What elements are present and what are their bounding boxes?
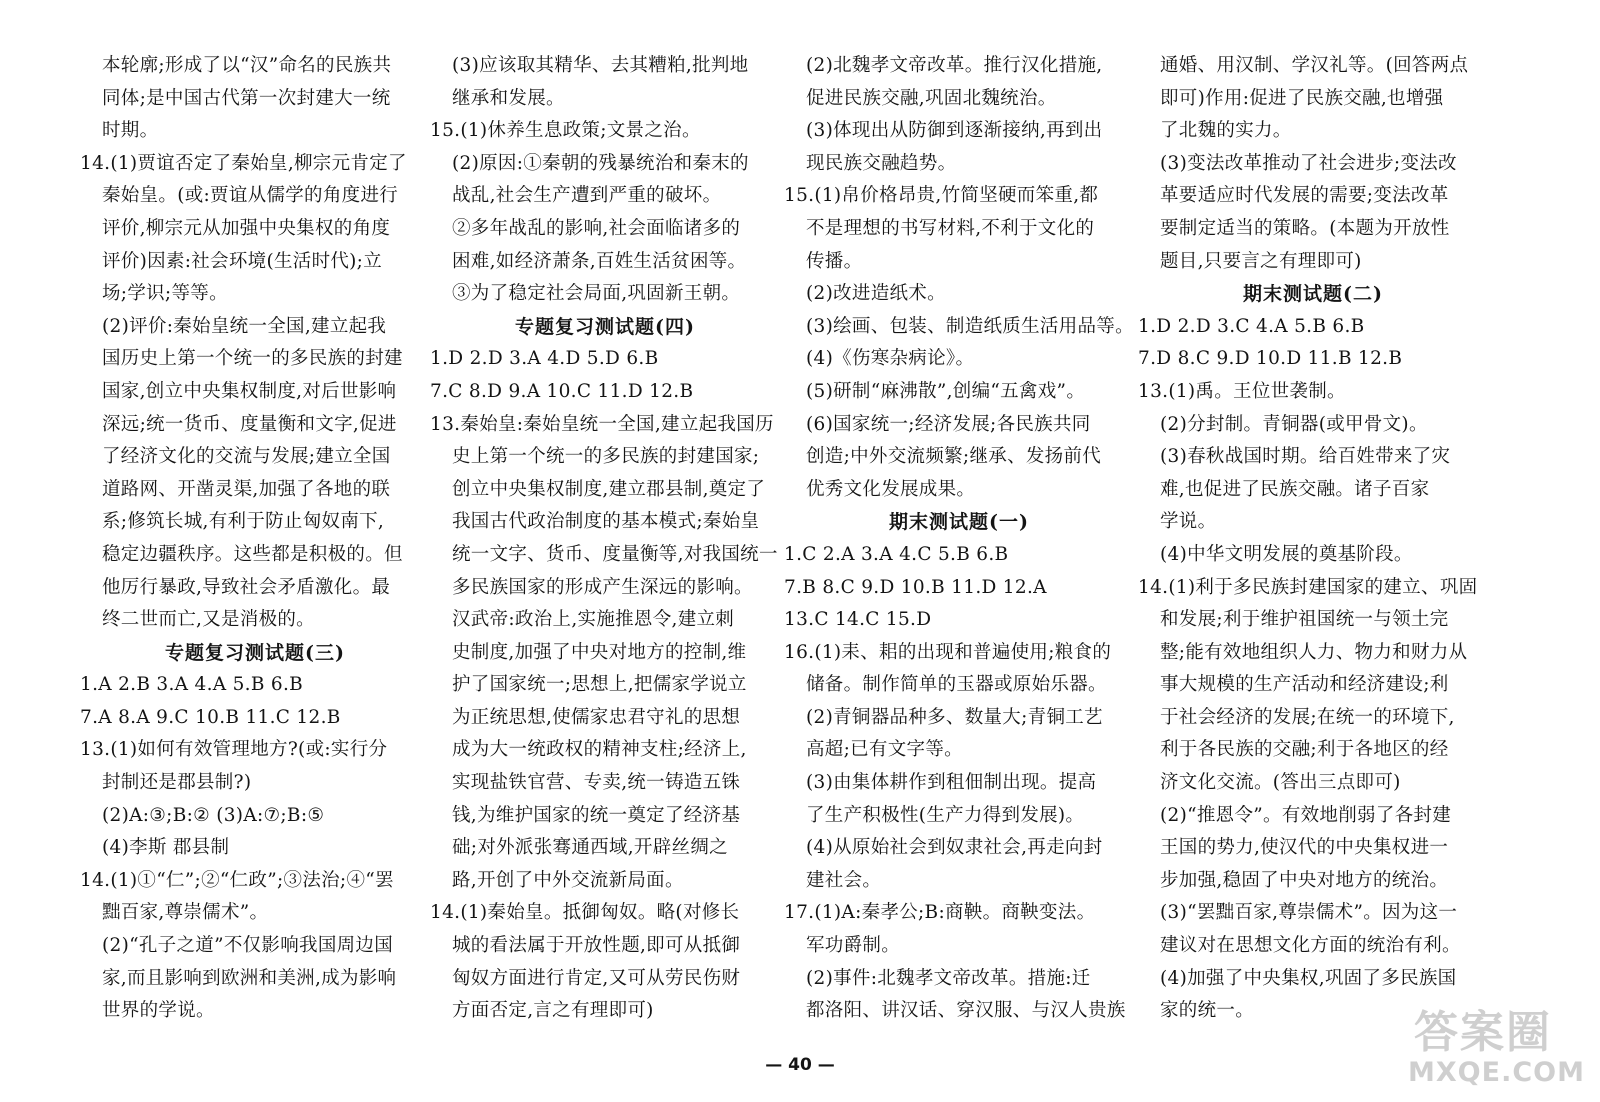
text-line: 我国古代政治制度的基本模式;秦始皇 <box>452 511 760 533</box>
text-line: 路,开创了中外交流新局面。 <box>452 869 684 891</box>
text-line: 7.C 8.D 9.A 10.C 11.D 12.B <box>430 380 694 402</box>
text-column-3 <box>784 50 1134 1028</box>
text-line: (2)评价:秦始皇统一全国,建立起我 <box>102 315 387 337</box>
text-line: 史制度,加强了中央对地方的控制,维 <box>452 641 747 663</box>
section-heading: 专题复习测试题(三) <box>165 641 345 664</box>
text-line: (5)研制“麻沸散”,创编“五禽戏”。 <box>806 380 1086 402</box>
text-line: 世界的学说。 <box>102 1000 215 1022</box>
text-line: 了北魏的实力。 <box>1160 120 1292 142</box>
text-line: 14.(1)利于多民族封建国家的建立、巩固 <box>1138 576 1478 598</box>
text-line: (3)春秋战国时期。给百姓带来了灾 <box>1160 446 1451 468</box>
text-line: 本轮廓;形成了以“汉”命名的民族共 <box>102 55 392 76</box>
text-line: 终二世而亡,又是消极的。 <box>102 609 315 631</box>
text-line: (2)A:③;B:② (3)A:⑦;B:⑤ <box>102 804 325 826</box>
text-line: 优秀文化发展成果。 <box>806 478 976 500</box>
text-line: 统一文字、货币、度量衡等,对我国统一 <box>452 543 778 565</box>
text-line: 步加强,稳固了中央对地方的统治。 <box>1160 869 1449 891</box>
text-line: 革要适应时代发展的需要;变法改革 <box>1160 185 1449 207</box>
text-line: (3)变法改革推动了社会进步;变法改 <box>1160 152 1457 174</box>
text-line: (4)中华文明发展的奠基阶段。 <box>1160 543 1413 565</box>
text-line: 了经济文化的交流与发展;建立全国 <box>102 446 391 468</box>
text-line: 国家,创立中央集权制度,对后世影响 <box>102 380 397 402</box>
text-line: 家的统一。 <box>1160 1000 1255 1022</box>
text-line: 都洛阳、讲汉话、穿汉服、与汉人贵族 <box>806 1000 1126 1022</box>
text-line: 困难,如经济萧条,百姓生活贫困等。 <box>452 250 747 272</box>
text-line: 题目,只要言之有理即可) <box>1160 250 1362 272</box>
text-line: 7.D 8.C 9.D 10.D 11.B 12.B <box>1138 348 1403 370</box>
text-line: (2)“孔子之道”不仅影响我国周边国 <box>102 935 394 957</box>
text-line: 史上第一个统一的多民族的封建国家; <box>452 446 760 468</box>
text-column-4 <box>1138 50 1488 1028</box>
text-line: 了生产积极性(生产力得到发展)。 <box>806 804 1085 826</box>
text-line: 创立中央集权制度,建立郡县制,奠定了 <box>452 478 766 500</box>
text-line: 他厉行暴政,导致社会矛盾激化。最 <box>102 576 391 598</box>
text-line: 14.(1)秦始皇。抵御匈奴。略(对修长 <box>430 902 740 924</box>
text-line: 系;修筑长城,有利于防止匈奴南下, <box>102 511 385 533</box>
text-line: 7.A 8.A 9.C 10.B 11.C 12.B <box>80 706 341 728</box>
text-line: 和发展;利于维护祖国统一与领土完 <box>1160 609 1449 631</box>
text-line: 1.C 2.A 3.A 4.C 5.B 6.B <box>784 543 1009 565</box>
text-line: 王国的势力,使汉代的中央集权进一 <box>1160 837 1449 859</box>
text-line: (2)“推恩令”。有效地削弱了各封建 <box>1160 804 1452 826</box>
text-line: 军功爵制。 <box>806 935 901 957</box>
text-line: 15.(1)帛价格昂贵,竹简坚硬而笨重,都 <box>784 185 1099 207</box>
text-line: ②多年战乱的影响,社会面临诸多的 <box>452 217 741 239</box>
text-line: 汉武帝:政治上,实施推恩令,建立刺 <box>452 609 735 631</box>
section-heading: 期末测试题(二) <box>1243 283 1383 306</box>
text-line: (2)改进造纸术。 <box>806 283 946 305</box>
text-line: 深远;统一货币、度量衡和文字,促进 <box>102 413 397 435</box>
text-line: (3)绘画、包装、制造纸质生活用品等。 <box>806 315 1134 337</box>
text-line: 建议对在思想文化方面的统治有利。 <box>1160 935 1461 957</box>
text-line: (4)从原始社会到奴隶社会,再走向封 <box>806 837 1103 859</box>
text-line: 黜百家,尊崇儒术”。 <box>102 902 269 924</box>
text-line: 同体;是中国古代第一次封建大一统 <box>102 87 391 109</box>
text-line: 7.B 8.C 9.D 10.B 11.D 12.A <box>784 576 1047 598</box>
text-line: 14.(1)①“仁”;②“仁政”;③法治;④“罢 <box>80 869 394 891</box>
text-line: 建社会。 <box>806 869 882 891</box>
text-line: (2)北魏孝文帝改革。推行汉化措施, <box>806 55 1103 76</box>
text-line: (6)国家统一;经济发展;各民族共同 <box>806 413 1091 435</box>
text-line: 实现盐铁官营、专卖,统一铸造五铢 <box>452 772 741 794</box>
text-line: (3)由集体耕作到租佃制出现。提高 <box>806 772 1097 794</box>
text-column-1 <box>80 50 430 1028</box>
text-line: 评价,柳宗元从加强中央集权的角度 <box>102 217 391 239</box>
text-line: (3)应该取其精华、去其糟粕,批判地 <box>452 55 749 76</box>
text-line: 1.D 2.D 3.A 4.D 5.D 6.B <box>430 348 659 370</box>
text-line: 继承和发展。 <box>452 87 565 109</box>
text-line: (2)青铜器品种多、数量大;青铜工艺 <box>806 706 1103 728</box>
text-line: 17.(1)A:秦孝公;B:商鞅。商鞅变法。 <box>784 902 1096 924</box>
text-line: 护了国家统一;思想上,把儒家学说立 <box>452 674 747 696</box>
text-line: 13.秦始皇:秦始皇统一全国,建立起我国历 <box>430 413 774 435</box>
text-line: 储备。制作简单的玉器或原始乐器。 <box>806 674 1107 696</box>
text-line: 即可)作用:促进了民族交融,也增强 <box>1160 87 1444 109</box>
text-line: 难,也促进了民族交融。诸子百家 <box>1160 478 1430 500</box>
text-line: 传播。 <box>806 250 863 272</box>
text-line: 14.(1)贾谊否定了秦始皇,柳宗元肯定了 <box>80 152 407 174</box>
text-line: (4)李斯 郡县制 <box>102 837 230 859</box>
text-line: 城的看法属于开放性题,即可从抵御 <box>452 935 741 957</box>
text-line: 整;能有效地组织人力、物力和财力从 <box>1160 641 1468 663</box>
text-line: 稳定边疆秩序。这些都是积极的。但 <box>102 543 403 565</box>
text-line: 15.(1)休养生息政策;文景之治。 <box>430 120 701 142</box>
text-line: 为正统思想,使儒家忠君守礼的思想 <box>452 706 741 728</box>
text-line: 秦始皇。(或:贾谊从儒学的角度进行 <box>102 185 399 207</box>
text-line: 成为大一统政权的精神支柱;经济上, <box>452 739 747 761</box>
text-line: 1.A 2.B 3.A 4.A 5.B 6.B <box>80 674 304 696</box>
text-line: 13.C 14.C 15.D <box>784 609 932 631</box>
section-heading: 专题复习测试题(四) <box>515 315 695 338</box>
watermark-logo <box>1408 1008 1590 1098</box>
section-heading: 期末测试题(一) <box>889 511 1029 534</box>
text-line: 不是理想的书写材料,不利于文化的 <box>806 217 1095 239</box>
text-line: 于社会经济的发展;在统一的环境下, <box>1160 706 1455 728</box>
text-line: (2)分封制。青铜器(或甲骨文)。 <box>1160 413 1428 435</box>
text-line: 济文化交流。(答出三点即可) <box>1160 772 1401 794</box>
text-line: 要制定适当的策略。(本题为开放性 <box>1160 217 1450 239</box>
text-line: 封制还是郡县制?) <box>102 772 252 794</box>
text-line: 13.(1)禹。王位世袭制。 <box>1138 380 1346 402</box>
watermark-logo-text: 答案圈 <box>1414 1007 1552 1058</box>
text-line: 评价)因素:社会环境(生活时代);立 <box>102 250 383 272</box>
page-number: — 40 — <box>765 1055 835 1075</box>
text-line: (4)加强了中央集权,巩固了多民族国 <box>1160 967 1457 989</box>
text-line: 道路网、开凿灵渠,加强了各地的联 <box>102 478 391 500</box>
text-line: 促进民族交融,巩固北魏统治。 <box>806 87 1057 109</box>
text-line: ③为了稳定社会局面,巩固新王朝。 <box>452 283 741 305</box>
text-column-2 <box>430 50 780 1028</box>
text-line: 高超;已有文字等。 <box>806 739 963 761</box>
text-line: 多民族国家的形成产生深远的影响。 <box>452 576 753 598</box>
text-line: (3)体现出从防御到逐渐接纳,再到出 <box>806 120 1103 142</box>
text-line: 通婚、用汉制、学汉礼等。(回答两点 <box>1160 55 1469 76</box>
text-line: 时期。 <box>102 120 159 142</box>
text-line: 现民族交融趋势。 <box>806 152 957 174</box>
text-line: (3)“罢黜百家,尊崇儒术”。因为这一 <box>1160 902 1458 924</box>
text-line: 学说。 <box>1160 511 1217 533</box>
text-line: 13.(1)如何有效管理地方?(或:实行分 <box>80 739 388 761</box>
text-line: (2)原因:①秦朝的残暴统治和秦末的 <box>452 152 749 174</box>
text-line: 事大规模的生产活动和经济建设;利 <box>1160 674 1449 696</box>
text-line: 1.D 2.D 3.C 4.A 5.B 6.B <box>1138 315 1365 337</box>
text-line: 创造;中外交流频繁;继承、发扬前代 <box>806 446 1102 468</box>
text-line: 16.(1)耒、耜的出现和普遍使用;粮食的 <box>784 641 1112 663</box>
text-line: 国历史上第一个统一的多民族的封建 <box>102 348 403 370</box>
text-line: 利于各民族的交融;利于各地区的经 <box>1160 739 1449 761</box>
text-line: 钱,为维护国家的统一奠定了经济基 <box>452 804 741 826</box>
text-line: 战乱,社会生产遭到严重的破坏。 <box>452 185 722 207</box>
text-line: 匈奴方面进行肯定,又可从劳民伤财 <box>452 967 741 989</box>
text-line: 础;对外派张骞通西域,开辟丝绸之 <box>452 837 728 859</box>
watermark-url: MXQE.COM <box>1408 1057 1585 1088</box>
text-line: 家,而且影响到欧洲和美洲,成为影响 <box>102 967 397 989</box>
text-line: (4)《伤寒杂病论》。 <box>806 348 975 370</box>
text-line: 场;学识;等等。 <box>102 283 228 305</box>
text-line: (2)事件:北魏孝文帝改革。措施:迁 <box>806 967 1091 989</box>
text-line: 方面否定,言之有理即可) <box>452 1000 654 1022</box>
